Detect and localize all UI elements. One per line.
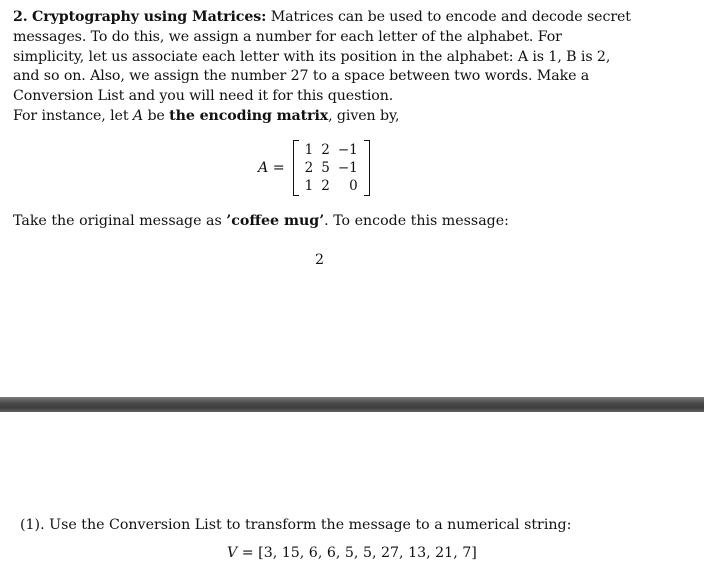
left-bracket xyxy=(293,140,299,196)
right-bracket xyxy=(364,140,370,196)
matrix-row xyxy=(301,159,362,177)
instance-bold: the encoding matrix xyxy=(169,107,329,124)
vector-name: V xyxy=(227,545,238,561)
matrix-row xyxy=(301,141,362,159)
task-suffix: . To encode this message: xyxy=(324,213,509,229)
matrix-name: A xyxy=(258,160,269,176)
matrix-cell: 0 xyxy=(349,178,358,194)
task-message: ’coffee mug’ xyxy=(226,213,325,229)
step-1 xyxy=(20,515,571,535)
step-text: Use the Conversion List to transform the message to a numerical string: xyxy=(49,517,572,533)
instance-prefix: For instance, let xyxy=(13,107,129,124)
instance-suffix: , given by, xyxy=(328,107,400,124)
matrix-table xyxy=(301,141,362,195)
problem-paragraph xyxy=(13,8,635,127)
matrix-cell: −1 xyxy=(337,160,358,176)
problem-body: Matrices can be used to encode and decode secret messages. To do this, we assign a number for each letter of the alphabet. For simplicity, let us associate each letter with its position in the alphabet: A is 1, B is 2, and so on. Also, we assign the number 27 to a space between two words. Make a Conversion List and you will need it for this question. xyxy=(13,9,631,105)
step-label: (1). xyxy=(20,517,45,533)
page-separator xyxy=(0,397,704,412)
instance-var: A xyxy=(132,107,144,124)
matrix-cell: 2 xyxy=(304,160,314,176)
task-line xyxy=(13,211,509,231)
matrix-cell: 2 xyxy=(321,178,330,194)
task-prefix: Take the original message as xyxy=(13,213,227,229)
matrix-cell: 1 xyxy=(304,178,314,194)
vector-values: = [3, 15, 6, 6, 5, 5, 27, 13, 21, 7] xyxy=(237,545,477,561)
matrix-cell: 5 xyxy=(321,160,330,176)
problem-heading: Cryptography using Matrices: xyxy=(32,9,267,25)
matrix-equals: = xyxy=(272,160,285,176)
matrix-cell: 1 xyxy=(304,142,314,158)
encoding-matrix xyxy=(258,140,370,196)
problem-number: 2. xyxy=(13,9,28,25)
matrix-cell: 2 xyxy=(321,142,330,158)
matrix-lhs xyxy=(258,160,285,176)
matrix-cell: −1 xyxy=(337,142,358,158)
vector-v xyxy=(227,543,477,563)
matrix-row xyxy=(301,177,362,195)
instance-mid: be xyxy=(147,107,165,124)
page-number: 2 xyxy=(315,252,325,268)
